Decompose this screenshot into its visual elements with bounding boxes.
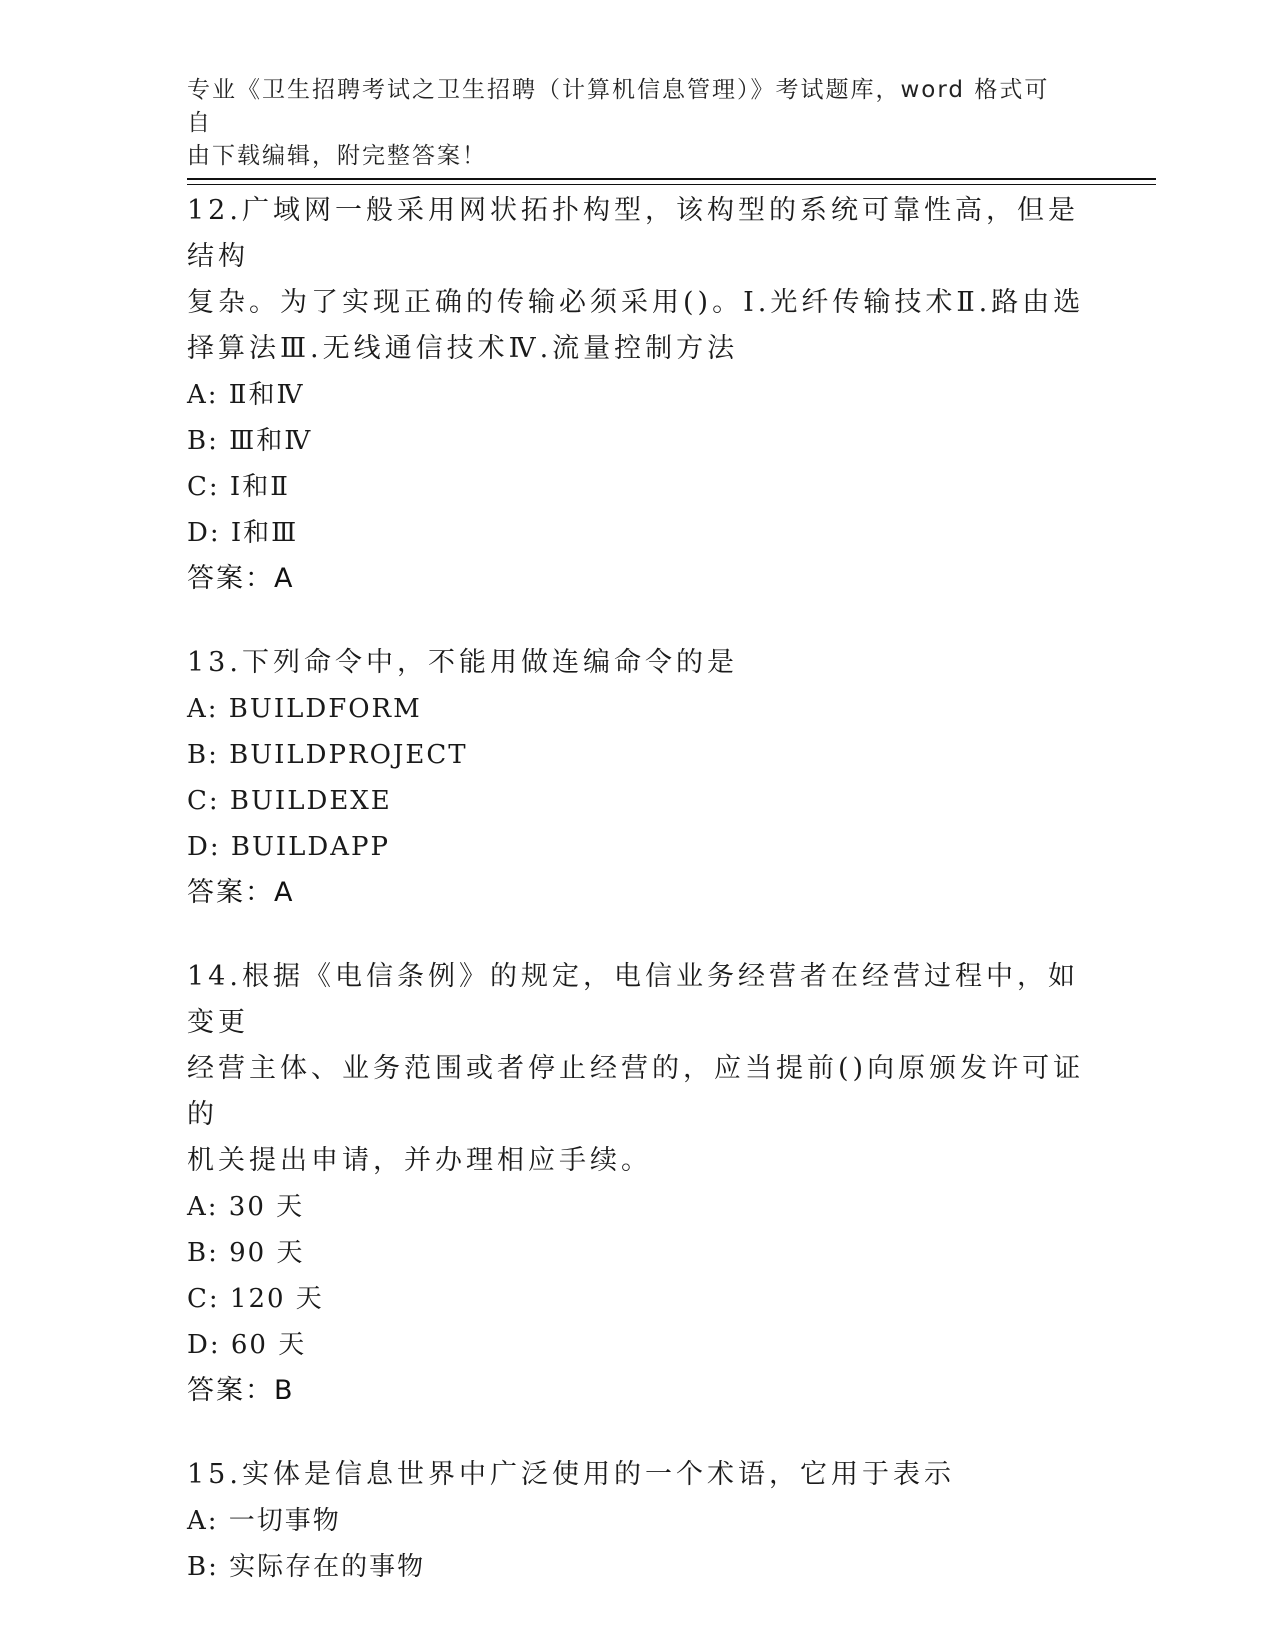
option-d: D: BUILDAPP xyxy=(187,832,391,862)
question-text-line: 15.实体是信息世界中广泛使用的一个术语，它用于表示 xyxy=(187,1459,955,1490)
question-text-line: 择算法Ⅲ.无线通信技术Ⅳ.流量控制方法 xyxy=(187,333,739,364)
question-13 xyxy=(187,640,1087,916)
question-15 xyxy=(187,1452,1087,1590)
header-rule-thin xyxy=(187,184,1156,185)
option-d: D: 60 天 xyxy=(187,1330,307,1360)
option-a: A: Ⅱ和Ⅳ xyxy=(187,380,305,410)
question-text-line: 经营主体、业务范围或者停止经营的，应当提前()向原颁发许可证的 xyxy=(187,1053,1085,1130)
option-b: B: 实际存在的事物 xyxy=(187,1552,426,1582)
document-header xyxy=(187,74,1067,173)
option-b: B: BUILDPROJECT xyxy=(187,740,468,770)
answer-line: 答案：B xyxy=(187,1375,295,1406)
answer-line: 答案：A xyxy=(187,563,295,594)
header-line-1: 专业《卫生招聘考试之卫生招聘（计算机信息管理）》考试题库，word 格式可自 xyxy=(187,77,1050,136)
option-a: A: 30 天 xyxy=(187,1192,305,1222)
option-a: A: BUILDFORM xyxy=(187,694,422,724)
question-text-line: 机关提出申请，并办理相应手续。 xyxy=(187,1145,652,1176)
header-line-2: 由下载编辑，附完整答案！ xyxy=(187,143,487,169)
answer-line: 答案：A xyxy=(187,877,295,908)
question-text-line: 12.广域网一般采用网状拓扑构型，该构型的系统可靠性高，但是结构 xyxy=(187,195,1079,272)
option-b: B: 90 天 xyxy=(187,1238,305,1268)
question-12 xyxy=(187,188,1087,602)
header-rule-thick xyxy=(187,178,1156,180)
option-c: C: Ⅰ和Ⅱ xyxy=(187,472,290,502)
option-a: A: 一切事物 xyxy=(187,1506,341,1536)
question-text-line: 14.根据《电信条例》的规定，电信业务经营者在经营过程中，如变更 xyxy=(187,961,1079,1038)
question-14 xyxy=(187,954,1087,1414)
question-list xyxy=(187,188,1087,1628)
question-text-line: 13.下列命令中，不能用做连编命令的是 xyxy=(187,647,738,678)
option-b: B: Ⅲ和Ⅳ xyxy=(187,426,313,456)
option-d: D: Ⅰ和Ⅲ xyxy=(187,518,299,548)
option-c: C: BUILDEXE xyxy=(187,786,392,816)
question-text-line: 复杂。为了实现正确的传输必须采用()。Ⅰ.光纤传输技术Ⅱ.路由选 xyxy=(187,287,1085,318)
option-c: C: 120 天 xyxy=(187,1284,324,1314)
